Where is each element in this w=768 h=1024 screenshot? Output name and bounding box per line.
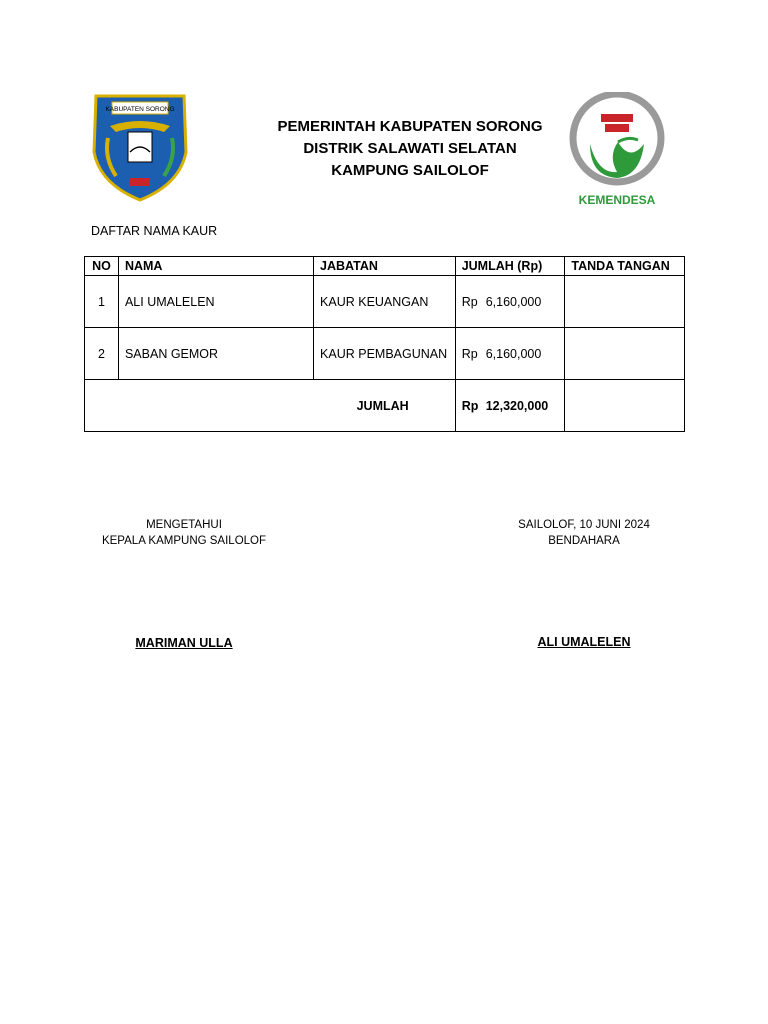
sig-right-line-1: SAILOLOF, 10 JUNI 2024 <box>518 519 650 531</box>
table-header-row <box>85 257 685 276</box>
sig-left-line-2: KEPALA KAMPUNG SAILOLOF <box>101 535 267 547</box>
row-signature-cell <box>565 276 685 328</box>
total-amount: 12,320,000 <box>485 398 549 413</box>
total-signature-cell <box>565 380 685 432</box>
header-tanda-tangan: TANDA TANGAN <box>565 257 685 276</box>
signature-block-left <box>84 517 284 549</box>
header-jabatan: JABATAN <box>314 257 456 276</box>
header-line-3: KAMPUNG SAILOLOF <box>331 162 489 179</box>
row-jumlah <box>455 328 565 380</box>
signer-name-left: MARIMAN ULLA <box>135 636 233 650</box>
svg-text:KABUPATEN SORONG: KABUPATEN SORONG <box>105 106 175 113</box>
total-value-cell <box>455 380 565 432</box>
header-line-2: DISTRIK SALAWATI SELATAN <box>303 140 517 157</box>
row-signature-cell <box>565 328 685 380</box>
rp-label: Rp <box>461 294 478 309</box>
row-jumlah <box>455 276 565 328</box>
table-row <box>85 276 685 328</box>
sig-right-line-2: BENDAHARA <box>548 535 620 547</box>
row-no: 2 <box>85 328 119 380</box>
row-jabatan: KAUR PEMBAGUNAN <box>314 328 456 380</box>
row-nama: SABAN GEMOR <box>118 328 313 380</box>
amount: 6,160,000 <box>485 346 542 361</box>
total-label: JUMLAH <box>85 380 456 432</box>
kabupaten-sorong-logo <box>90 92 190 202</box>
header-line-1: PEMERINTAH KABUPATEN SORONG <box>277 118 543 135</box>
row-no: 1 <box>85 276 119 328</box>
svg-text:KEMENDESA: KEMENDESA <box>578 193 656 207</box>
signature-block-right <box>484 517 684 549</box>
amount: 6,160,000 <box>485 294 542 309</box>
row-jabatan: KAUR KEUANGAN <box>314 276 456 328</box>
signer-name-right: ALI UMALELEN <box>537 635 631 649</box>
table-row <box>85 328 685 380</box>
header-no: NO <box>85 257 119 276</box>
kaur-table <box>84 256 685 432</box>
list-title: DAFTAR NAMA KAUR <box>91 224 218 238</box>
header-nama: NAMA <box>118 257 313 276</box>
rp-label: Rp <box>461 346 478 361</box>
sig-left-line-1: MENGETAHUI <box>146 519 222 531</box>
kemendesa-logo <box>568 92 666 210</box>
header-jumlah: JUMLAH (Rp) <box>455 257 565 276</box>
row-nama: ALI UMALELEN <box>118 276 313 328</box>
document-header <box>230 116 590 182</box>
rp-label: Rp <box>461 398 479 413</box>
total-row <box>85 380 685 432</box>
